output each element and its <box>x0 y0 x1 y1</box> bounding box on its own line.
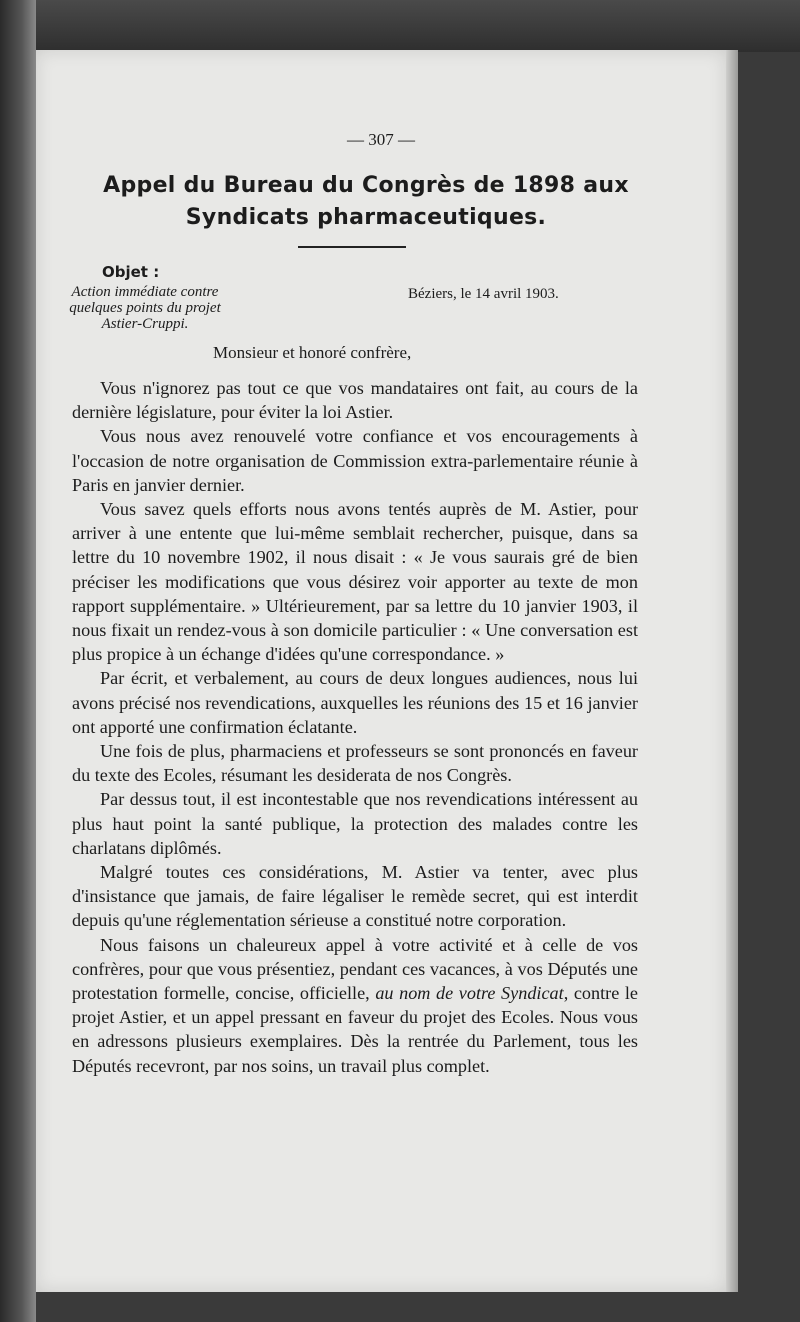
document-page <box>36 50 726 1292</box>
letter-body <box>72 376 638 1078</box>
final-paragraph <box>72 933 638 1078</box>
final-paragraph-text: , contre le projet Astier, et un appel pressant en faveur du projet des Ecoles. Nous vous en adressons plusieurs exemplaires. Dès la rentrée du Parlement, tous les Députés recevront, par nos soins, un travail plus complet. <box>72 983 638 1076</box>
document-title: Appel du Bureau du Congrès de 1898 aux Syndicats pharmaceutiques. <box>103 173 629 230</box>
salutation: Monsieur et honoré confrère, <box>213 343 412 362</box>
italic-phrase: au nom de votre Syndicat <box>375 983 564 1004</box>
scan-background-top <box>0 0 800 52</box>
book-spine-shadow <box>0 0 36 1322</box>
paragraph: Par dessus tout, il est incontestable que nos revendications intéressent au plus haut point la santé publique, la protection des malades contre les charlatans diplômés. <box>72 789 638 858</box>
title-rule <box>298 246 406 248</box>
page-edge <box>726 50 738 1292</box>
objet-label: Objet : <box>102 263 160 281</box>
paragraph: Vous nous avez renouvelé votre confiance et vos encouragements à l'occasion de notre organisation de Commission extra-parlementaire réunie à Paris en janvier dernier. <box>72 426 638 495</box>
objet-text: Action immédiate contre quelques points du projet Astier-Cruppi. <box>69 284 221 332</box>
paragraph: Vous n'ignorez pas tout ce que vos mandataires ont fait, au cours de la dernière législature, pour éviter la loi Astier. <box>72 378 638 423</box>
paragraph: Malgré toutes ces considérations, M. Astier va tenter, avec plus d'insistance que jamais, de faire légaliser le remède secret, qui est interdit depuis qu'une réglementation sérieuse a constitué notre corporation. <box>72 862 638 931</box>
paragraph: Vous savez quels efforts nous avons tentés auprès de M. Astier, pour arriver à une entente que lui-même semblait rechercher, puisque, dans sa lettre du 10 novembre 1902, il nous disait : « Je vous saurais gré de bien préciser les modifications que vous désirez voir apporter au texte de mon rapport supplémentaire. » Ultérieurement, par sa lettre du 10 janvier 1903, il nous fixait un rendez-vous à son domicile particulier : « Une conversation est plus propice à un échange d'idées qu'une correspondance. » <box>72 499 638 665</box>
final-paragraph-text: Nous faisons un chaleureux appel à votre activité et à celle de vos confrères, pour que vous présentiez, pendant ces vacances, à vos Députés une protestation formelle, concise, officielle, <box>72 934 638 1004</box>
dateline: Béziers, le 14 avril 1903. <box>408 286 559 302</box>
paragraph: Par écrit, et verbalement, au cours de deux longues audiences, nous lui avons précisé nos revendications, auxquelles les réunions des 15 et 16 janvier ont apporté une confirmation éclatante. <box>72 668 638 737</box>
page-number: — 307 — <box>347 130 415 149</box>
paragraph: Une fois de plus, pharmaciens et professeurs se sont prononcés en faveur du texte des Ecoles, résumant les desiderata de nos Congrès. <box>72 741 638 786</box>
